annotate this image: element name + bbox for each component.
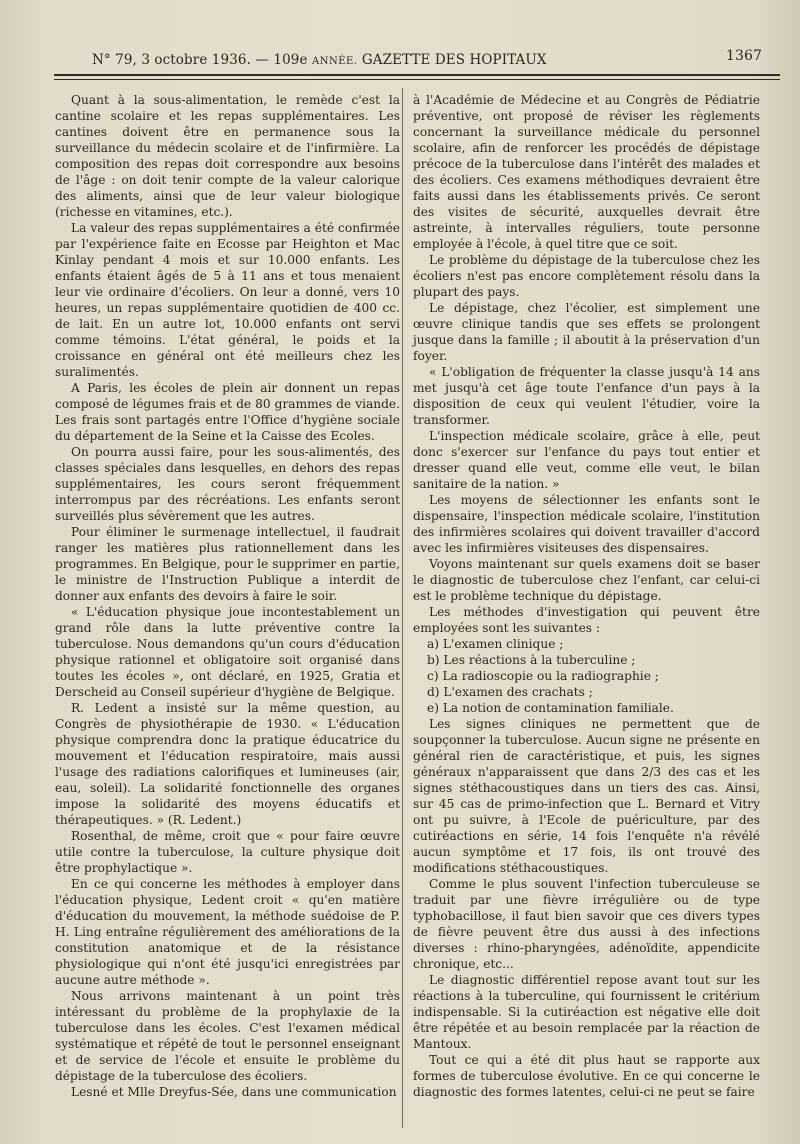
column-divider: [402, 88, 403, 1128]
header-left: [92, 52, 547, 68]
paragraph: Les moyens de sélectionner les enfants sont le dispensaire, l'inspection médicale scolaire, l'institution des infirmières scolaires qui doivent travailler d'accord avec les infirmières visiteuses des dispensaires.: [413, 493, 760, 555]
paragraph: L'inspection médicale scolaire, grâce à elle, peut donc s'exercer sur l'enfance du pays tout entier et dresser quand elle veut, comme elle veut, le bilan sanitaire de la nation. »: [413, 429, 760, 491]
paragraph: Le problème du dépistage de la tuberculose chez les écoliers n'est pas encore complètement résolu dans la plupart des pays.: [413, 253, 760, 299]
issue-date: N° 79, 3 octobre 1936.: [92, 52, 251, 68]
page-number: 1367: [725, 48, 762, 64]
paragraph: à l'Académie de Médecine et au Congrès de Pédiatrie préventive, ont proposé de réviser les règlements concernant la surveillance médicale du personnel scolaire, afin de renforcer les procédés de dépistage précoce de la tuberculose dans l'intérêt des malades et des écoliers. Ces examens méthodiques devraient être faits aussi dans les établissements privés. Ce seront des visites de sécurité, auxquelles devrait être astreinte, à intervalles réguliers, toute personne employée à l'école, à quel titre que ce soit.: [413, 93, 760, 251]
header-rule-thick: [54, 74, 780, 76]
paragraph: Le diagnostic différentiel repose avant tout sur les réactions à la tuberculine, qui fournissent le critérium indispensable. Si la cutiréaction est négative elle doit être répétée et au besoin remplacée par la réaction de Mantoux.: [413, 973, 760, 1051]
paragraph: Nous arrivons maintenant à un point très intéressant du problème de la prophylaxie de la tuberculose dans les écoles. C'est l'examen médical systématique et répété de tout le personnel enseignant et de service de l'école et ensuite le problème du dépistage de la tuberculose des écoliers.: [55, 989, 400, 1083]
page-header: [92, 46, 762, 72]
paragraph: Quant à la sous-alimentation, le remède c'est la cantine scolaire et les repas supplémentaires. Les cantines doivent être en permanence sous la surveillance du médecin scolaire et de l'infirmière. La composition des repas doit correspondre aux besoins de l'âge : on doit tenir compte de la valeur calorique des aliments, ainsi que de leur valeur biologique (richesse en vitamines, etc.).: [55, 93, 400, 219]
paragraph: Lesné et Mlle Dreyfus-Sée, dans une communication: [71, 1085, 397, 1099]
list-item: e) La notion de contamination familiale.: [427, 701, 674, 715]
paragraph: Pour éliminer le surmenage intellectuel, il faudrait ranger les matières plus rationnellement dans les programmes. En Belgique, pour le supprimer en partie, le ministre de l'Instruction Publique a interdit de donner aux enfants des devoirs à faire le soir.: [55, 525, 400, 603]
paragraph: Rosenthal, de même, croit que « pour faire œuvre utile contre la tuberculose, la culture physique doit être prophylactique ».: [55, 829, 400, 875]
paragraph: Voyons maintenant sur quels examens doit se baser le diagnostic de tuberculose chez l'enfant, car celui-ci est le problème technique du dépistage.: [413, 557, 760, 603]
paragraph: A Paris, les écoles de plein air donnent un repas composé de légumes frais et de 80 grammes de viande. Les frais sont partagés entre l'Office d'hygiène sociale du département de la Seine et la Caisse des Ecoles.: [55, 381, 400, 443]
paragraph: En ce qui concerne les méthodes à employer dans l'éducation physique, Ledent croit « qu'en matière d'éducation du mouvement, la méthode suédoise de P. H. Ling entraîne régulièrement des améliorations de la constitution anatomique et de la résistance physiologique qui n'ont été jusqu'ici enregistrées par aucune autre méthode ».: [55, 877, 400, 987]
paragraph: Les signes cliniques ne permettent que de soupçonner la tuberculose. Aucun signe ne présente en général rien de caractéristique, et puis, les signes généraux n'apparaissent que dans 2/3 des cas et les signes stéthacoustiques dans un tiers des cas. Ainsi, sur 45 cas de primo-infection que L. Bernard et Vitry ont pu suivre, à l'Ecole de puériculture, par des cutiréactions en série, 14 fois l'enquête n'a révélé aucun symptôme et 17 fois, ils ont trouvé des modifications stéthacoustiques.: [413, 717, 760, 875]
header-dash: —: [255, 52, 269, 68]
paragraph: Comme le plus souvent l'infection tuberculeuse se traduit par une fièvre irrégulière ou de type typhobacillose, il faut bien savoir que ces divers types de fièvre peuvent être dus aussi à des infections diverses : rhino-pharyngées, adénoïdite, appendicite chronique, etc...: [413, 877, 760, 971]
paragraph: Les méthodes d'investigation qui peuvent être employées sont les suivantes :: [413, 605, 760, 635]
list-item: a) L'examen clinique ;: [427, 637, 564, 651]
header-year: 109e: [273, 52, 308, 68]
paragraph: On pourra aussi faire, pour les sous-alimentés, des classes spéciales dans lesquelles, en dehors des repas supplémentaires, les cours seront fréquemment interrompus par des récréations. Les enfants seront surveillés plus sévèrement que les autres.: [55, 445, 400, 523]
journal-title: GAZETTE DES HOPITAUX: [361, 52, 547, 68]
paragraph: « L'éducation physique joue incontestablement un grand rôle dans la lutte préventive contre la tuberculose. Nous demandons qu'un cours d'éducation physique rationnel et obligatoire soit organisé dans toutes les écoles », ont déclaré, en 1925, Gratia et Derscheid au Conseil supérieur d'hygiène de Belgique.: [55, 605, 400, 699]
paragraph: La valeur des repas supplémentaires a été confirmée par l'expérience faite en Ecosse par Heighton et Mac Kinlay pendant 4 mois et sur 10.000 enfants. Les enfants étaient âgés de 5 à 11 ans et tous menaient leur vie ordinaire d'écoliers. On leur a donné, vers 10 heures, un repas supplémentaire quotidien de 400 cc. de lait. En un autre lot, 10.000 enfants ont servi comme témoins. L'état général, le poids et la croissance en général ont été meilleurs chez les suralimentés.: [55, 221, 400, 379]
paragraph: Tout ce qui a été dit plus haut se rapporte aux formes de tuberculose évolutive. En ce qui concerne le diagnostic des formes latentes, celui-ci ne peut se faire: [413, 1053, 760, 1099]
paragraph: R. Ledent a insisté sur la même question, au Congrès de physiothérapie de 1930. « L'éducation physique comprendra donc la pratique éducatrice du mouvement et l'éducation respiratoire, mais aussi l'usage des radiations calorifiques et lumineuses (air, eau, soleil). La solidarité fonctionnelle des organes impose la solidarité des moyens éducatifs et thérapeutiques. » (R. Ledent.): [55, 701, 400, 827]
header-rule-thin: [54, 79, 780, 80]
list-item: b) Les réactions à la tuberculine ;: [427, 653, 636, 667]
paragraph: « L'obligation de fréquenter la classe jusqu'à 14 ans met jusqu'à cet âge toute l'enfance d'un pays à la disposition de ceux qui veulent l'étudier, voire la transformer.: [413, 365, 760, 427]
list-item: d) L'examen des crachats ;: [427, 685, 593, 699]
left-column: [55, 92, 400, 1100]
header-annee: ANNÉE.: [311, 56, 358, 67]
list-item: c) La radioscopie ou la radiographie ;: [427, 669, 659, 683]
right-column: [413, 92, 760, 1100]
paragraph: Le dépistage, chez l'écolier, est simplement une œuvre clinique tandis que ses effets se prolongent jusque dans la famille ; il aboutit à la préservation d'un foyer.: [413, 301, 760, 363]
